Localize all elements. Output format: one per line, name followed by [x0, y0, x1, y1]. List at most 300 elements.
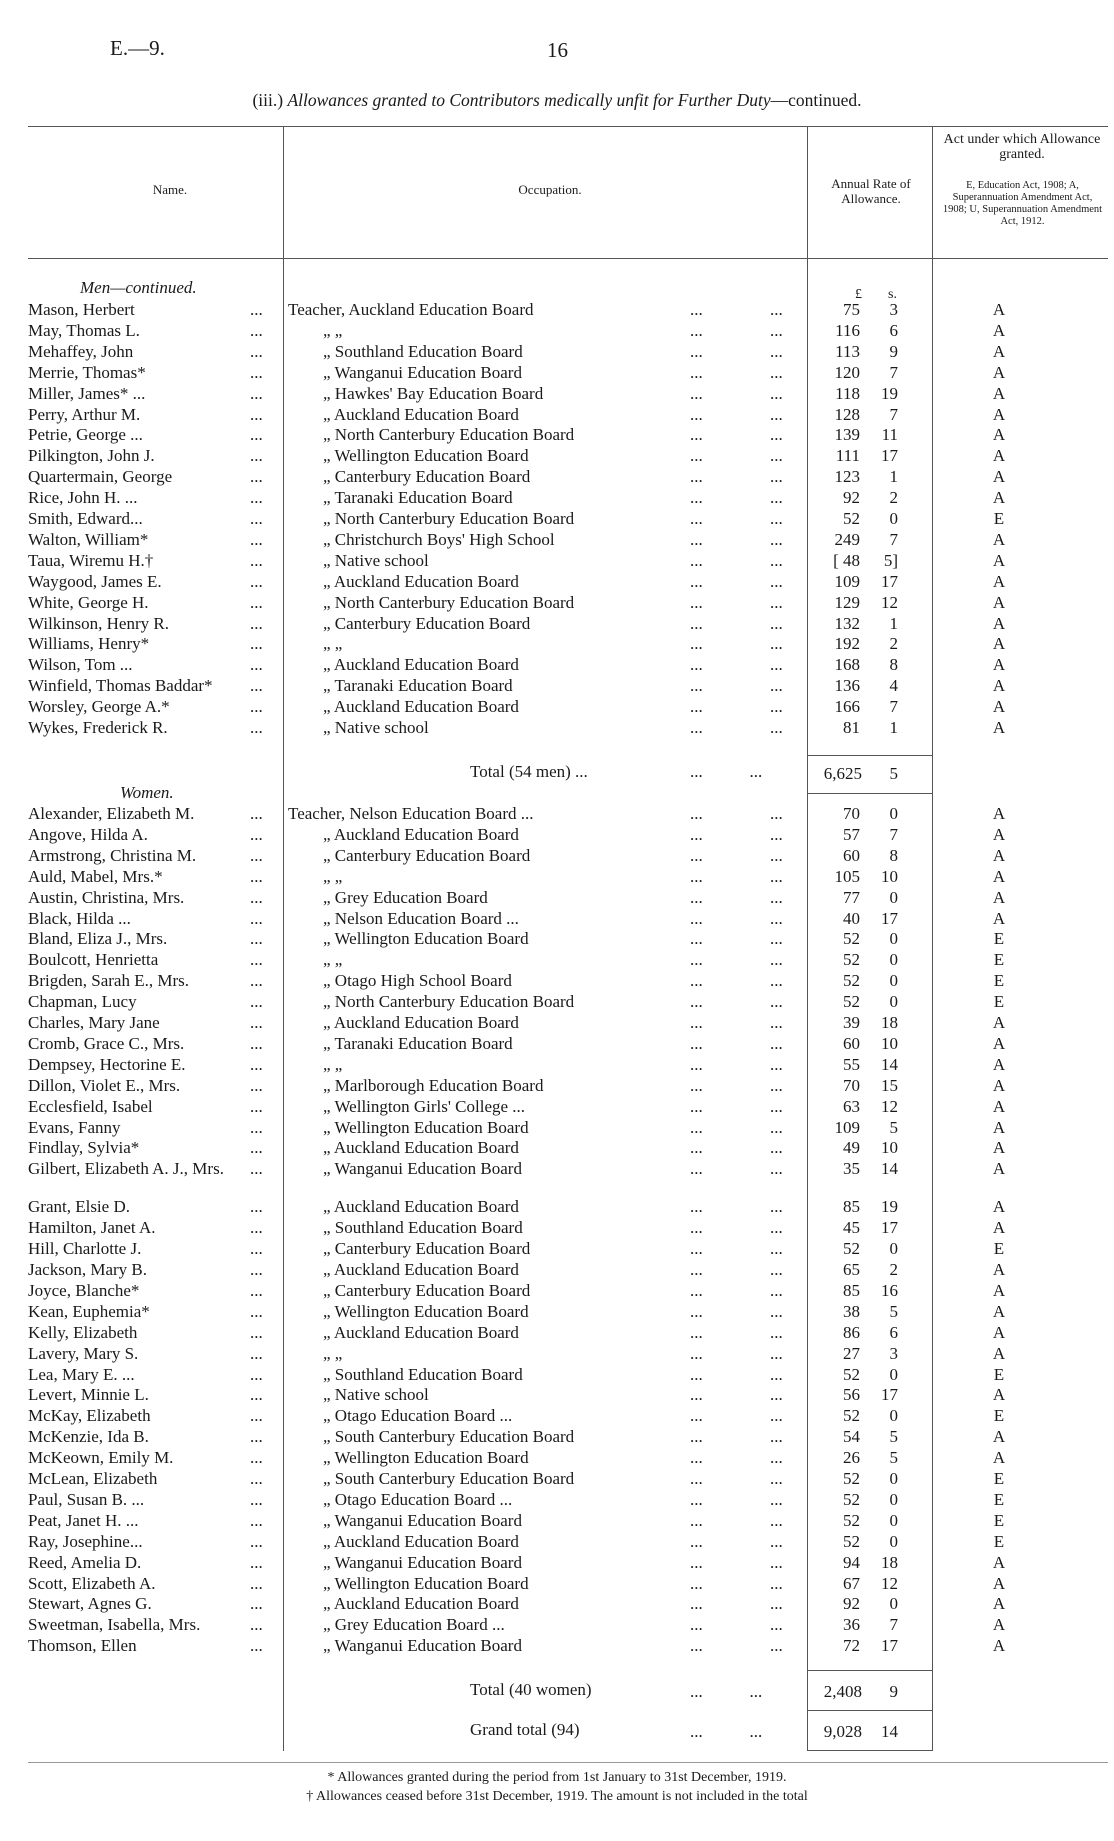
allowance-shillings: 8 — [889, 845, 898, 865]
leader-dots: ... — [770, 1260, 783, 1279]
table-row — [0, 509, 1114, 529]
leader-dots: ... — [770, 1117, 783, 1137]
table-row — [0, 1197, 1114, 1217]
allowee-name: Merrie, Thomas* — [28, 362, 146, 382]
allowance-shillings: 0 — [889, 1594, 898, 1614]
women-total-label: Total (40 women) — [470, 1680, 592, 1699]
leader-dots: ... — [690, 697, 703, 717]
act-code: A — [992, 320, 1006, 340]
occupation: „ Canterbury Education Board — [323, 467, 531, 487]
allowance-pounds: 52 — [843, 971, 860, 991]
occupation: „ Hawkes' Bay Education Board — [323, 383, 544, 403]
leader-dots: ... — [690, 362, 703, 382]
leader-dots: ... — [690, 1054, 703, 1074]
act-code: A — [992, 1448, 1006, 1468]
allowee-name: Kelly, Elizabeth — [28, 1322, 138, 1342]
leader-dots: ... — [770, 467, 783, 487]
table-row — [0, 1118, 1114, 1138]
table-row — [0, 1385, 1114, 1405]
table-row — [0, 846, 1114, 866]
leader-dots: ... — [690, 845, 703, 865]
leader-dots: ... — [690, 446, 703, 466]
act-code: E — [993, 1406, 1005, 1426]
leader-dots: ... — [770, 804, 783, 823]
leader-dots: ... — [250, 1510, 263, 1530]
men-total-label: Total (54 men) ... — [470, 762, 588, 781]
grand-total-rule-bottom — [808, 1750, 932, 1751]
allowance-pounds: 105 — [834, 866, 860, 886]
allowee-name: McLean, Elizabeth — [28, 1469, 158, 1488]
occupation: „ Otago Education Board ... — [323, 1489, 513, 1509]
leader-dots: ... — [690, 655, 703, 675]
leader-dots: ... — [770, 950, 783, 970]
table-row — [0, 1511, 1114, 1531]
allowance-pounds: 39 — [843, 1013, 860, 1032]
rate-column-header: Annual Rate of Allowance. — [831, 176, 911, 206]
act-code: A — [992, 634, 1006, 654]
allowance-pounds: 52 — [843, 1531, 860, 1551]
leader-dots: ... — [770, 1385, 783, 1405]
allowance-pounds: 70 — [843, 1075, 860, 1095]
men-total-pounds: 6,625 — [823, 764, 862, 783]
leader-dots: ... — [770, 1573, 783, 1593]
occupation: „ Wellington Education Board — [323, 446, 529, 466]
act-column-header: Act under which Allowance granted. — [943, 132, 1101, 162]
allowance-pounds: 92 — [843, 1594, 860, 1614]
table-row — [0, 1427, 1114, 1447]
allowance-pounds: 85 — [843, 1280, 860, 1300]
footnote-rule — [28, 1762, 1108, 1763]
allowance-shillings: 7 — [889, 404, 898, 424]
leader-dots: ... — [250, 1385, 263, 1405]
grand-total-shillings: 14 — [881, 1722, 898, 1741]
leader-dots: ... — [770, 550, 783, 570]
table-row — [0, 1574, 1114, 1594]
occupation: „ Wellington Education Board — [323, 1117, 529, 1137]
occupation: „ Wanganui Education Board — [323, 362, 522, 382]
table-row — [0, 676, 1114, 696]
occupation: „ Auckland Education Board — [323, 1197, 519, 1217]
act-code: A — [992, 1197, 1006, 1217]
allowance-pounds: 123 — [834, 467, 860, 487]
leader-dots: ... — [690, 529, 703, 549]
leader-dots: ... — [770, 320, 783, 340]
leader-dots: ... — [770, 1322, 783, 1342]
leader-dots: ... — [690, 1510, 703, 1530]
allowance-shillings: 0 — [889, 509, 898, 528]
leader-dots: ... — [770, 824, 783, 844]
table-row — [0, 1302, 1114, 1322]
table-row — [0, 1013, 1114, 1033]
allowance-pounds: 38 — [843, 1301, 860, 1321]
occupation: „ Southland Education Board — [323, 1364, 523, 1384]
allowee-name: Kean, Euphemia* — [28, 1301, 150, 1321]
leader-dots: ... — [770, 529, 783, 549]
table-row — [0, 1636, 1114, 1656]
allowance-pounds: 36 — [843, 1615, 860, 1635]
allowance-pounds: 139 — [834, 425, 860, 445]
leader-dots: ... — [250, 1280, 263, 1300]
leader-dots: ... — [770, 613, 783, 633]
leader-dots: ... — [250, 1301, 263, 1321]
leader-dots: ... — [770, 1364, 783, 1384]
allowance-pounds: 45 — [843, 1218, 860, 1238]
leader-dots: ... — [770, 971, 783, 991]
leader-dots: ... — [690, 1260, 703, 1279]
leader-dots: ... — [690, 1489, 703, 1509]
allowee-name: Reed, Amelia D. — [28, 1552, 142, 1572]
allowance-shillings: 4 — [889, 676, 898, 696]
allowance-shillings: 3 — [889, 1343, 898, 1363]
allowance-pounds: 60 — [843, 1033, 860, 1053]
occupation: „ Auckland Education Board — [323, 655, 519, 675]
leader-dots: ... — [250, 1260, 263, 1279]
allowee-name: White, George H. — [28, 592, 149, 612]
allowee-name: Perry, Arthur M. — [28, 404, 141, 424]
allowance-shillings: 16 — [881, 1280, 898, 1300]
table-row — [0, 634, 1114, 654]
leader-dots: ... — [690, 1636, 703, 1656]
allowance-pounds: 52 — [843, 1239, 860, 1259]
leader-dots: ... — [250, 845, 263, 865]
allowee-name: Black, Hilda ... — [28, 908, 131, 928]
leader-dots: ... — [770, 1343, 783, 1363]
allowance-pounds: 166 — [834, 697, 860, 717]
occupation: „ „ — [323, 1054, 343, 1074]
allowance-pounds: [ 48 — [833, 550, 860, 570]
leader-dots: ... — [690, 1117, 703, 1137]
act-code: A — [992, 362, 1006, 382]
top-rule — [28, 126, 1108, 127]
leader-dots: ... — [770, 571, 783, 591]
act-code: A — [992, 1301, 1006, 1321]
allowance-shillings: 8 — [889, 655, 898, 675]
allowance-shillings: 2 — [889, 634, 898, 654]
allowee-name: Auld, Mabel, Mrs.* — [28, 866, 163, 886]
table-row — [0, 971, 1114, 991]
allowance-shillings: 12 — [881, 1096, 898, 1116]
leader-dots: ... — [250, 550, 263, 570]
allowee-name: Peat, Janet H. ... — [28, 1510, 139, 1530]
allowance-shillings: 7 — [889, 697, 898, 717]
allowance-pounds: 26 — [843, 1448, 860, 1468]
leader-dots: ... — [690, 1096, 703, 1116]
table-row — [0, 1448, 1114, 1468]
allowee-name: Taua, Wiremu H.† — [28, 550, 154, 570]
act-code: A — [992, 1218, 1006, 1238]
act-code: E — [993, 1531, 1005, 1551]
allowee-name: Lavery, Mary S. — [28, 1343, 139, 1363]
table-row — [0, 909, 1114, 929]
table-row — [0, 1594, 1114, 1614]
table-row — [0, 804, 1114, 824]
allowance-pounds: 136 — [834, 676, 860, 696]
leader-dots: ... — [770, 1594, 783, 1614]
act-code: A — [992, 446, 1006, 466]
leader-dots: ... — [250, 404, 263, 424]
occupation: „ Native school — [323, 550, 429, 570]
leader-dots: ... — [250, 383, 263, 403]
allowance-pounds: 81 — [843, 718, 860, 737]
allowance-shillings: 12 — [881, 592, 898, 612]
leader-dots: ... — [770, 1054, 783, 1074]
leader-dots: ... — [690, 1033, 703, 1053]
allowance-pounds: 49 — [843, 1138, 860, 1158]
allowance-shillings: 0 — [889, 1364, 898, 1384]
allowance-shillings: 11 — [881, 425, 898, 445]
occupation: „ Auckland Education Board — [323, 697, 519, 717]
allowance-shillings: 0 — [889, 971, 898, 991]
allowee-name: Mehaffey, John — [28, 341, 134, 361]
leader-dots: ... — [250, 1448, 263, 1468]
allowee-name: Alexander, Elizabeth M. — [28, 804, 195, 823]
allowance-shillings: 7 — [889, 824, 898, 844]
leader-dots: ... — [250, 804, 263, 823]
table-row — [0, 888, 1114, 908]
leader-dots: ... — [770, 1531, 783, 1551]
leader-dots: ... — [770, 404, 783, 424]
act-code: A — [992, 404, 1006, 424]
table-row — [0, 300, 1114, 320]
act-code: A — [992, 697, 1006, 717]
leader-dots: ... — [690, 1343, 703, 1363]
leader-dots: ... — [770, 425, 783, 445]
women-total-rule-bottom — [808, 1710, 932, 1711]
leader-dots: ... — [690, 1427, 703, 1447]
occupation: „ Native school — [323, 1385, 429, 1405]
allowance-pounds: 52 — [843, 1406, 860, 1426]
table-row — [0, 1055, 1114, 1075]
leader-dots: ... — [770, 1489, 783, 1509]
act-code: E — [993, 929, 1005, 949]
act-code: A — [992, 592, 1006, 612]
allowance-shillings: 17 — [881, 446, 898, 466]
allowance-shillings: 0 — [889, 1510, 898, 1530]
table-row — [0, 655, 1114, 675]
allowance-shillings: 9 — [889, 341, 898, 361]
leader-dots: ... — [250, 362, 263, 382]
leader-dots: ... — [250, 1531, 263, 1551]
allowee-name: Levert, Minnie L. — [28, 1385, 149, 1405]
pound-unit: £ — [855, 287, 862, 302]
leader-dots: ... — [690, 908, 703, 928]
occupation: „ Christchurch Boys' High School — [323, 529, 555, 549]
allowance-pounds: 52 — [843, 1510, 860, 1530]
leader-dots: ... — [690, 1364, 703, 1384]
allowee-name: Smith, Edward... — [28, 509, 143, 528]
leader-dots: ... — [250, 866, 263, 886]
leader-dots: ... — [690, 804, 703, 823]
allowee-name: Worsley, George A.* — [28, 697, 170, 717]
table-row — [0, 1323, 1114, 1343]
occupation: „ Wellington Education Board — [323, 1448, 529, 1468]
allowance-shillings: 0 — [889, 1531, 898, 1551]
allowance-pounds: 94 — [843, 1552, 860, 1572]
allowee-name: Dillon, Violet E., Mrs. — [28, 1075, 181, 1095]
allowance-pounds: 52 — [843, 509, 860, 528]
act-code: A — [992, 1594, 1006, 1614]
occupation: „ Taranaki Education Board — [323, 676, 513, 696]
table-row — [0, 825, 1114, 845]
act-code: A — [992, 887, 1006, 907]
women-section-heading: Women. — [120, 783, 174, 802]
act-code: A — [992, 1427, 1006, 1447]
allowance-pounds: 249 — [834, 529, 860, 549]
allowance-shillings: 0 — [889, 887, 898, 907]
table-row — [0, 1615, 1114, 1635]
table-row — [0, 593, 1114, 613]
leader-dots: ... — [770, 676, 783, 696]
leader-dots: ... — [690, 887, 703, 907]
occupation: „ Wanganui Education Board — [323, 1552, 522, 1572]
occupation: „ Taranaki Education Board — [323, 1033, 513, 1053]
occupation: „ Southland Education Board — [323, 341, 523, 361]
act-code: A — [992, 1075, 1006, 1095]
allowance-shillings: 1 — [889, 613, 898, 633]
occupation: „ South Canterbury Education Board — [323, 1469, 575, 1488]
leader-dots: ... — [250, 1489, 263, 1509]
occupation: „ Canterbury Education Board — [323, 613, 531, 633]
leader-dots: ... — [770, 1301, 783, 1321]
occupation: „ „ — [323, 320, 343, 340]
leader-dots: ... — [690, 509, 703, 528]
allowance-pounds: 116 — [835, 320, 860, 340]
allowance-pounds: 52 — [843, 992, 860, 1012]
leader-dots: ... — [770, 992, 783, 1012]
table-row — [0, 363, 1114, 383]
leader-dots: ... — [250, 1427, 263, 1447]
page-number: 16 — [547, 38, 568, 62]
table-row — [0, 1239, 1114, 1259]
allowee-name: Waygood, James E. — [28, 571, 162, 591]
allowance-shillings: 10 — [881, 1138, 898, 1158]
leader-dots: ... — [690, 929, 703, 949]
leader-dots: ... — [770, 929, 783, 949]
act-code: E — [993, 1489, 1005, 1509]
allowance-pounds: 132 — [834, 613, 860, 633]
leader-dots: ... — [250, 1033, 263, 1053]
men-total-shillings: 5 — [889, 764, 898, 783]
allowee-name: Chapman, Lucy — [28, 992, 137, 1012]
women-total-dots: ... ... — [690, 1682, 763, 1701]
allowance-pounds: 168 — [834, 655, 860, 675]
leader-dots: ... — [250, 1096, 263, 1116]
act-code: E — [993, 509, 1005, 528]
allowance-pounds: 120 — [834, 362, 860, 382]
allowee-name: Hamilton, Janet A. — [28, 1218, 156, 1238]
allowee-name: Bland, Eliza J., Mrs. — [28, 929, 168, 949]
occupation: „ Auckland Education Board — [323, 1138, 519, 1158]
allowance-shillings: 5] — [883, 550, 898, 570]
allowee-name: McKay, Elizabeth — [28, 1406, 151, 1426]
leader-dots: ... — [690, 1469, 703, 1488]
allowance-shillings: 0 — [889, 992, 898, 1012]
allowance-shillings: 2 — [889, 1260, 898, 1279]
allowance-pounds: 129 — [834, 592, 860, 612]
act-code: E — [993, 1510, 1005, 1530]
leader-dots: ... — [770, 488, 783, 508]
act-code: A — [992, 1117, 1006, 1137]
leader-dots: ... — [770, 1096, 783, 1116]
act-code: A — [992, 341, 1006, 361]
allowance-pounds: 27 — [843, 1343, 860, 1363]
occupation: „ Canterbury Education Board — [323, 845, 531, 865]
allowance-pounds: 60 — [843, 845, 860, 865]
leader-dots: ... — [250, 887, 263, 907]
leader-dots: ... — [770, 1510, 783, 1530]
occupation: „ Wanganui Education Board — [323, 1636, 522, 1656]
leader-dots: ... — [770, 362, 783, 382]
leader-dots: ... — [250, 1636, 263, 1656]
leader-dots: ... — [250, 300, 263, 319]
footnote-asterisk: * Allowances granted during the period from 1st January to 31st December, 1919. — [327, 1770, 787, 1785]
occupation: „ Southland Education Board — [323, 1218, 523, 1238]
allowee-name: Charles, Mary Jane — [28, 1013, 160, 1032]
women-total-pounds: 2,408 — [823, 1682, 862, 1701]
leader-dots: ... — [250, 425, 263, 445]
allowance-shillings: 6 — [889, 1322, 898, 1342]
table-row — [0, 551, 1114, 571]
leader-dots: ... — [770, 1406, 783, 1426]
women-total-rule-top — [808, 1670, 932, 1671]
allowee-name: Williams, Henry* — [28, 634, 150, 654]
table-row — [0, 1344, 1114, 1364]
leader-dots: ... — [770, 1197, 783, 1217]
table-row — [0, 1034, 1114, 1054]
allowance-pounds: 52 — [843, 950, 860, 970]
table-row — [0, 488, 1114, 508]
allowee-name: Angove, Hilda A. — [28, 824, 148, 844]
occupation: „ Otago Education Board ... — [323, 1406, 513, 1426]
leader-dots: ... — [250, 529, 263, 549]
leader-dots: ... — [250, 929, 263, 949]
allowee-name: Wilson, Tom ... — [28, 655, 133, 675]
allowance-pounds: 70 — [843, 804, 860, 823]
leader-dots: ... — [250, 341, 263, 361]
leader-dots: ... — [250, 1159, 263, 1179]
allowee-name: Rice, John H. ... — [28, 488, 138, 508]
occupation: „ Canterbury Education Board — [323, 1280, 531, 1300]
allowance-shillings: 1 — [889, 718, 898, 737]
leader-dots: ... — [690, 718, 703, 737]
allowee-name: Quartermain, George — [28, 467, 173, 487]
allowee-name: Findlay, Sylvia* — [28, 1138, 140, 1158]
allowance-shillings: 0 — [889, 929, 898, 949]
act-code: E — [993, 1364, 1005, 1384]
men-section-heading: Men—continued. — [80, 278, 197, 297]
table-row — [0, 1406, 1114, 1426]
table-row — [0, 697, 1114, 717]
leader-dots: ... — [690, 824, 703, 844]
allowance-shillings: 6 — [889, 320, 898, 340]
table-row — [0, 342, 1114, 362]
occupation: „ Grey Education Board ... — [323, 1615, 505, 1635]
leader-dots: ... — [690, 1159, 703, 1179]
occupation: „ Otago High School Board — [323, 971, 512, 991]
act-code: E — [993, 1469, 1005, 1488]
leader-dots: ... — [250, 1343, 263, 1363]
allowee-name: Lea, Mary E. ... — [28, 1364, 135, 1384]
allowee-name: Ray, Josephine... — [28, 1531, 143, 1551]
leader-dots: ... — [770, 634, 783, 654]
allowee-name: Brigden, Sarah E., Mrs. — [28, 971, 190, 991]
allowance-pounds: 56 — [843, 1385, 860, 1405]
table-row — [0, 321, 1114, 341]
allowance-pounds: 40 — [843, 908, 860, 928]
leader-dots: ... — [690, 1218, 703, 1238]
leader-dots: ... — [250, 676, 263, 696]
act-code: A — [992, 1280, 1006, 1300]
